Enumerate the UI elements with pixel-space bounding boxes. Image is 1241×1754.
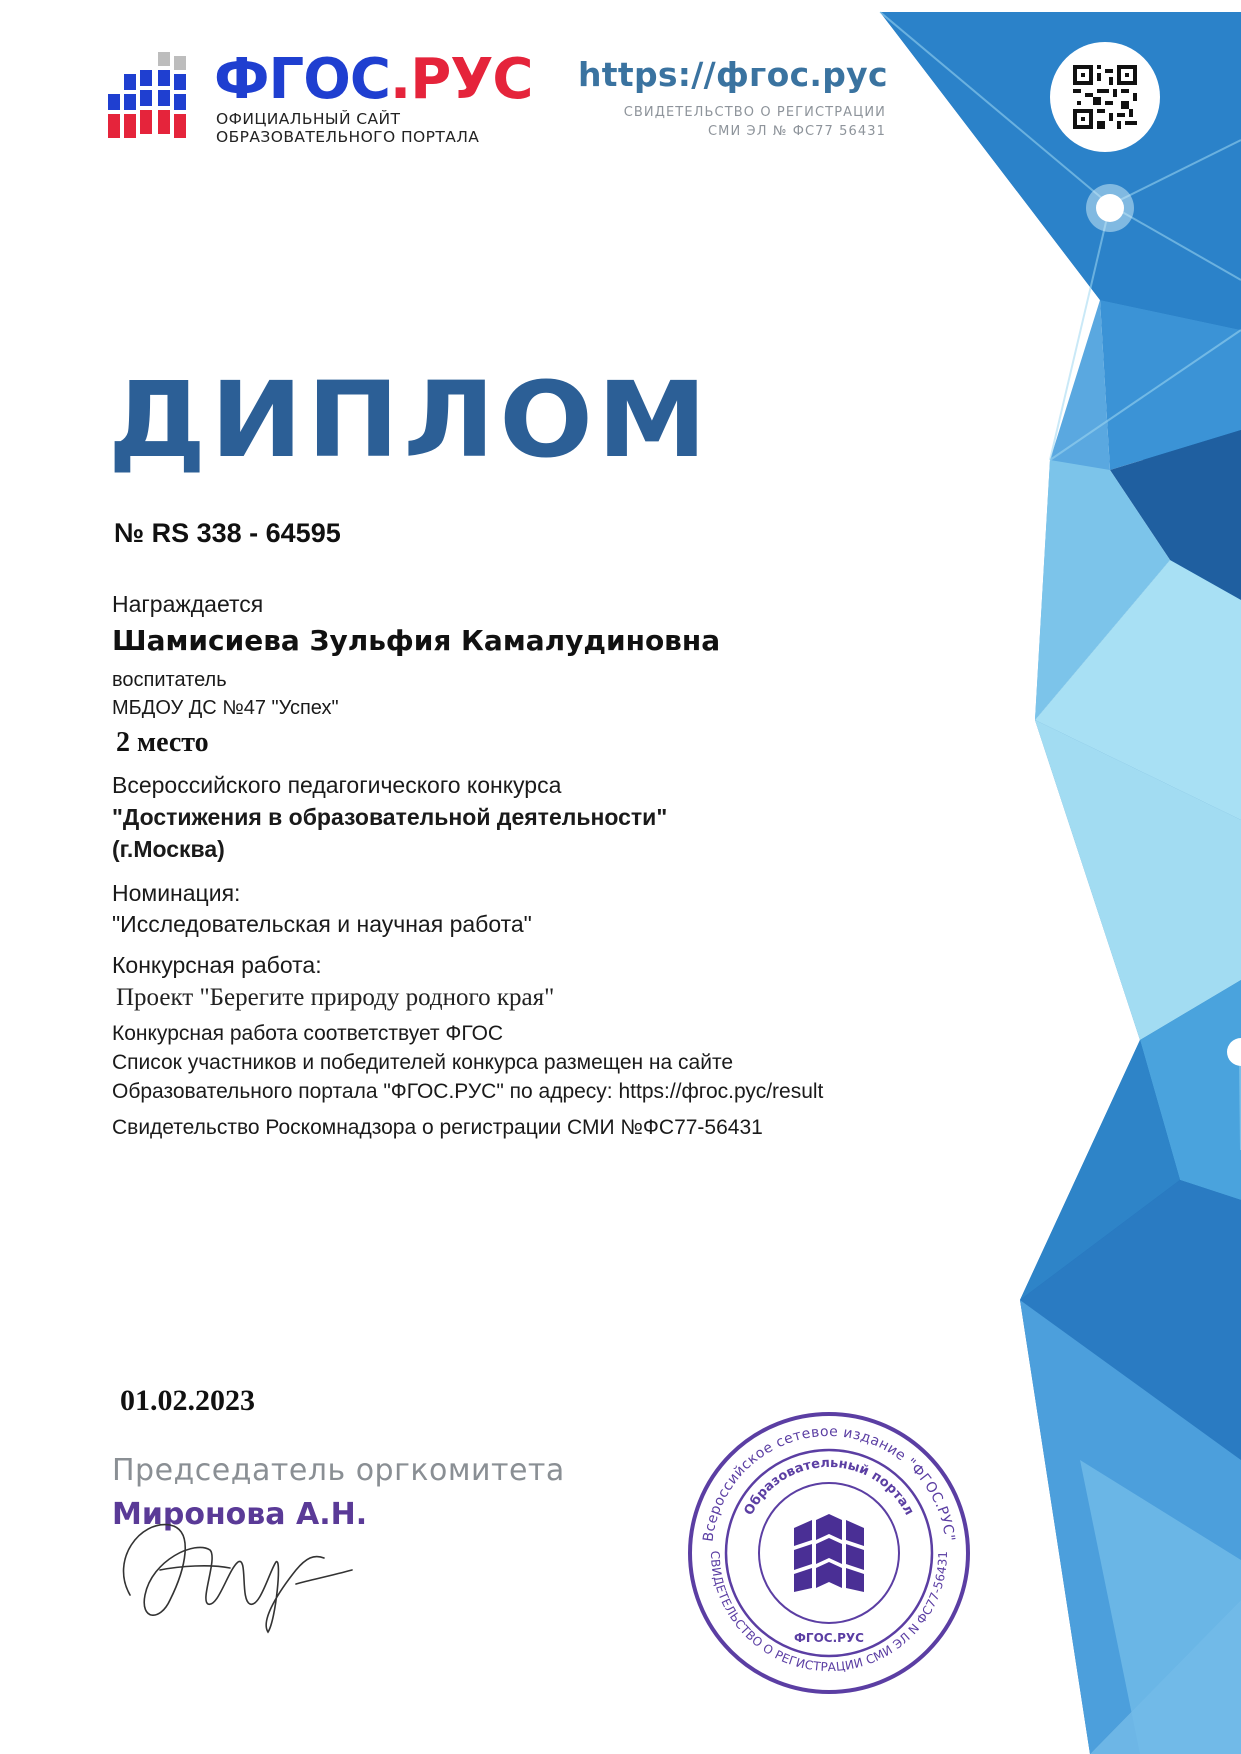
results-line2: Образовательного портала "ФГОС.РУС" по адресу: https://фгос.рус/result — [112, 1080, 824, 1103]
logo-subtitle-line1: ОФИЦИАЛЬНЫЙ САЙТ — [216, 110, 401, 128]
nomination-value: "Исследовательская и научная работа" — [112, 911, 532, 937]
stamp-seal-icon — [686, 1410, 972, 1696]
results-line1: Список участников и победителей конкурса размещен на сайте — [112, 1051, 734, 1074]
logo-subtitle — [216, 110, 479, 146]
chair-label: Председатель оргкомитета — [112, 1453, 565, 1488]
flag-logo-icon — [106, 52, 200, 144]
registration-line1: СВИДЕТЕЛЬСТВО О РЕГИСТРАЦИИ — [623, 105, 886, 120]
logo-subtitle-line2: ОБРАЗОВАТЕЛЬНОГО ПОРТАЛА — [216, 128, 480, 146]
work-label: Конкурсная работа: — [112, 952, 322, 978]
recipient-position: воспитатель — [112, 669, 227, 691]
qr-code-badge — [1050, 42, 1160, 152]
awarded-label: Награждается — [112, 591, 264, 617]
logo-title — [214, 47, 533, 112]
svg-text:Образовательный портал — [742, 1456, 917, 1518]
contest-name: "Достижения в образовательной деятельности" — [112, 804, 668, 830]
logo-title-accent: .РУС — [389, 47, 533, 112]
seal-outer-text: Всероссийское сетевое издание "ФГОС.РУС" — [700, 1423, 958, 1543]
roskomnadzor-info: Свидетельство Роскомнадзора о регистрации СМИ №ФС77-56431 — [112, 1116, 763, 1139]
work-title: Проект "Берегите природу родного края" — [116, 984, 555, 1011]
site-url: https://фгос.рус — [578, 55, 888, 94]
diploma-title: ДИПЛОМ — [108, 359, 712, 481]
nomination-label: Номинация: — [112, 880, 241, 906]
award-place: 2 место — [116, 727, 209, 758]
signature-icon — [100, 1500, 360, 1640]
qr-code-icon — [1073, 65, 1137, 129]
logo-title-main: ФГОС — [214, 47, 390, 112]
diploma-date: 01.02.2023 — [120, 1384, 255, 1417]
seal-center-label: ФГОС.РУС — [794, 1631, 864, 1645]
seal-inner-text: Образовательный портал — [741, 1455, 917, 1518]
chair-name: Миронова А.Н. — [112, 1497, 368, 1532]
registration-line2: СМИ ЭЛ № ФС77 56431 — [708, 124, 886, 139]
fgos-compliance: Конкурсная работа соответствует ФГОС — [112, 1022, 504, 1045]
registration-info — [566, 103, 886, 141]
diploma-number: № RS 338 - 64595 — [114, 518, 341, 548]
contest-label: Всероссийского педагогического конкурса — [112, 772, 562, 798]
recipient-organization: МБДОУ ДС №47 "Успех" — [112, 697, 339, 719]
seal-bottom-text: СВИДЕТЕЛЬСТВО О РЕГИСТРАЦИИ СМИ ЭЛ N ФС77-56431 — [707, 1550, 951, 1675]
recipient-name: Шамисиева Зульфия Камалудиновна — [112, 624, 721, 657]
contest-city: (г.Москва) — [112, 836, 225, 862]
